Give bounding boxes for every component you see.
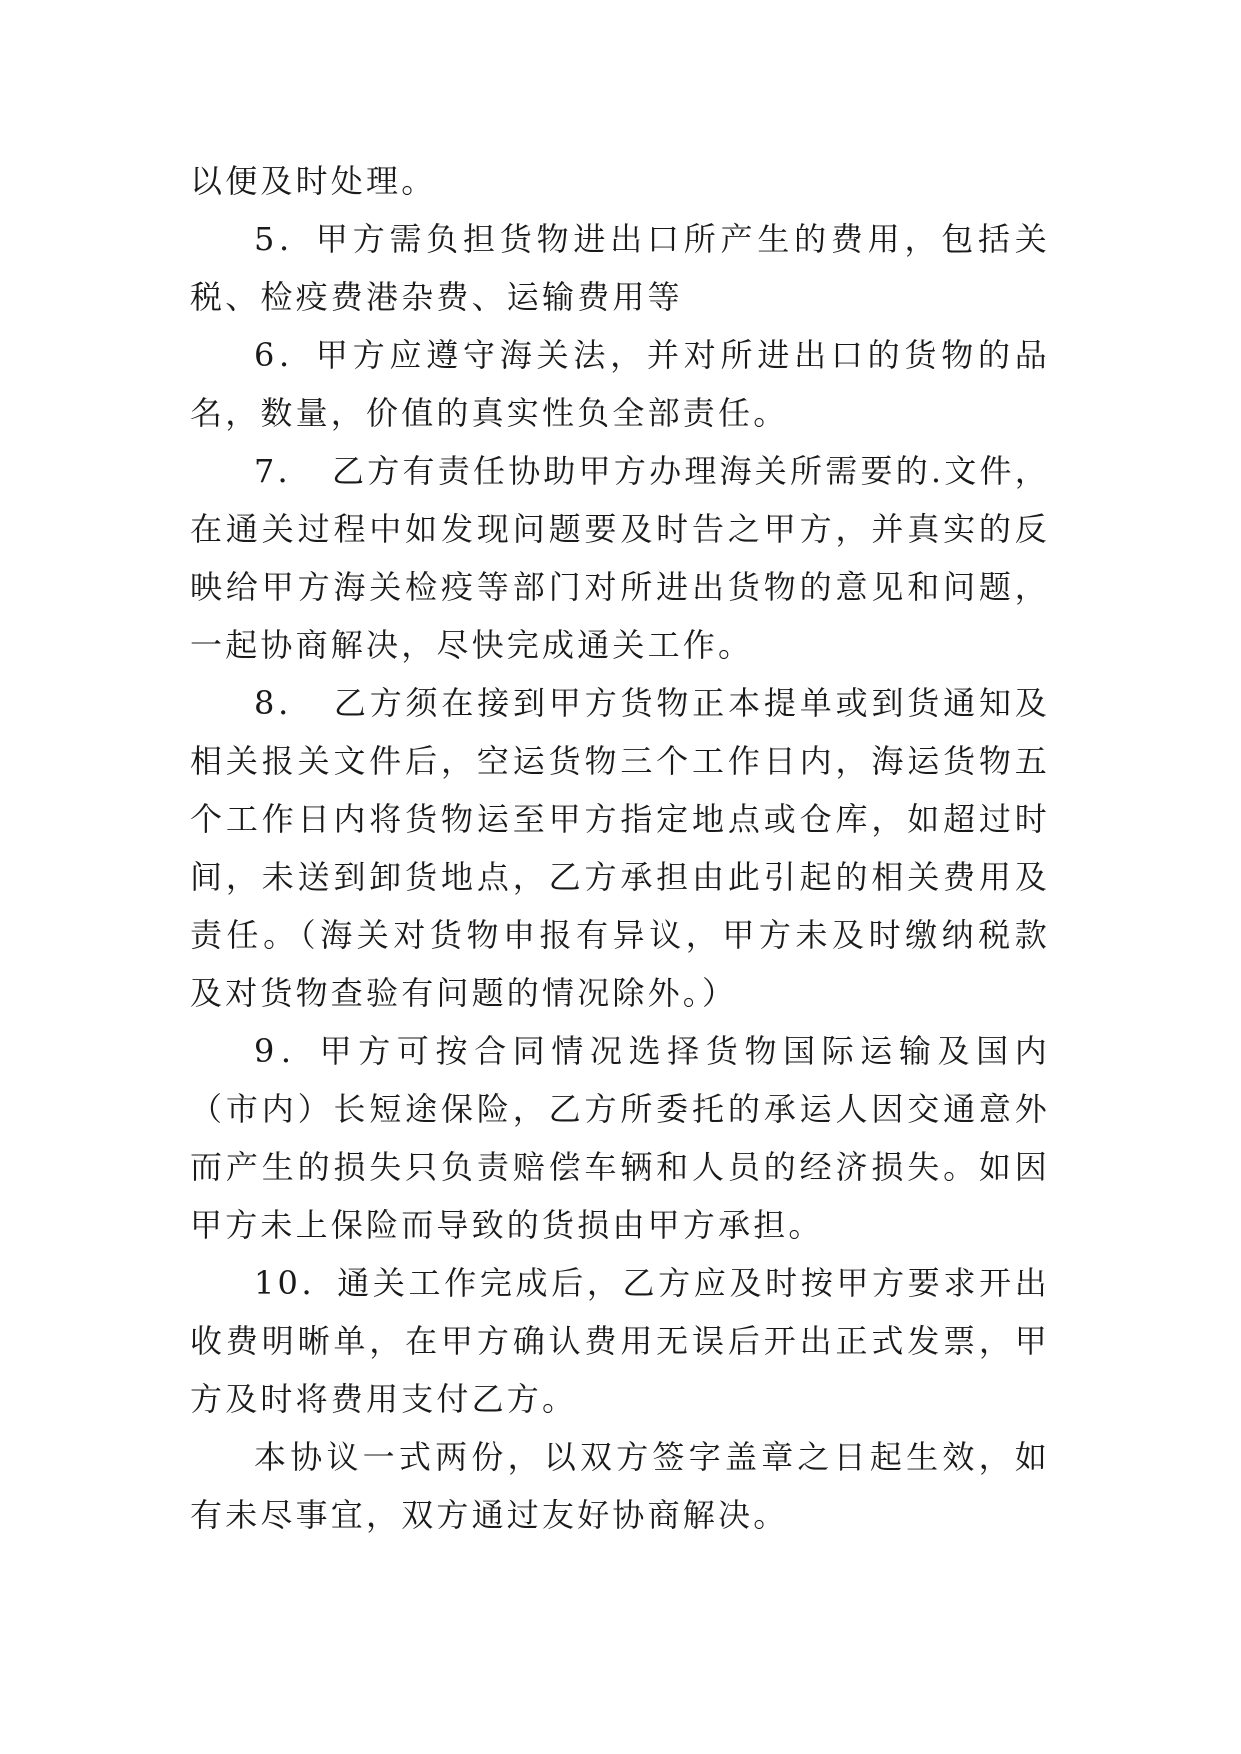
paragraph-clause-7: 7． 乙方有责任协助甲方办理海关所需要的.文件，在通关过程中如发现问题要及时告之甲方，并真实的反映给甲方海关检疫等部门对所进出货物的意见和问题，一起协商解决，尽快完成通关工作。 — [190, 452, 1050, 664]
paragraph-continuation: 以便及时处理。 — [190, 162, 437, 200]
document-body — [190, 152, 1050, 1544]
paragraph-clause-6: 6．甲方应遵守海关法，并对所进出口的货物的品名，数量，价值的真实性负全部责任。 — [190, 336, 1050, 432]
paragraph-closing: 本协议一式两份，以双方签字盖章之日起生效，如有未尽事宜，双方通过友好协商解决。 — [190, 1438, 1050, 1534]
paragraph-clause-10: 10．通关工作完成后，乙方应及时按甲方要求开出收费明晰单，在甲方确认费用无误后开出正式发票，甲方及时将费用支付乙方。 — [190, 1264, 1050, 1418]
paragraph-clause-8: 8． 乙方须在接到甲方货物正本提单或到货通知及相关报关文件后，空运货物三个工作日内，海运货物五个工作日内将货物运至甲方指定地点或仓库，如超过时间，未送到卸货地点，乙方承担由此引起的相关费用及责任。（海关对货物申报有异议，甲方未及时缴纳税款及对货物查验有问题的情况除外。） — [190, 684, 1050, 1012]
paragraph-clause-9: 9．甲方可按合同情况选择货物国际运输及国内（市内）长短途保险，乙方所委托的承运人因交通意外而产生的损失只负责赔偿车辆和人员的经济损失。如因甲方未上保险而导致的货损由甲方承担。 — [190, 1032, 1050, 1244]
paragraph-clause-5: 5．甲方需负担货物进出口所产生的费用，包括关税、检疫费港杂费、运输费用等 — [190, 220, 1050, 316]
